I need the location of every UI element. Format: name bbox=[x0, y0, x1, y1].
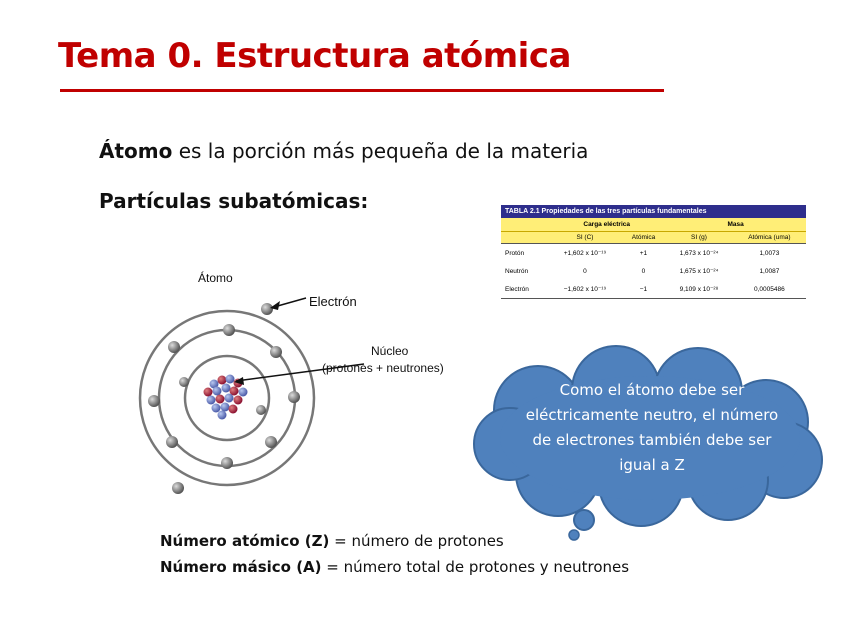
neutron bbox=[225, 394, 234, 403]
electron bbox=[223, 324, 235, 336]
neutron bbox=[212, 404, 221, 413]
electron bbox=[148, 395, 160, 407]
atom-label: Átomo bbox=[198, 271, 233, 285]
subatomic-heading: Partículas subatómicas: bbox=[99, 189, 369, 213]
particle-properties-table bbox=[501, 205, 806, 299]
table-row bbox=[501, 280, 806, 299]
slide-title: Tema 0. Estructura atómica bbox=[58, 36, 571, 76]
table-row bbox=[501, 262, 806, 280]
neutron bbox=[218, 411, 227, 420]
electron bbox=[166, 436, 178, 448]
table-cell-name: Protón bbox=[505, 249, 525, 257]
table-cell: −1 bbox=[622, 280, 665, 299]
callout-text bbox=[484, 378, 820, 478]
table-header-mass: Masa bbox=[665, 218, 806, 232]
electron bbox=[265, 436, 277, 448]
table-cell: +1 bbox=[639, 249, 648, 257]
table-cell-name: Neutrón bbox=[505, 267, 529, 275]
atomic-number-text: = número de protones bbox=[329, 532, 504, 550]
electron bbox=[261, 303, 273, 315]
table-cell: 9,109 x 10⁻²⁸ bbox=[665, 280, 733, 299]
callout-line: igual a Z bbox=[619, 456, 685, 474]
neutron bbox=[213, 387, 222, 396]
atomic-number-definition bbox=[160, 532, 504, 550]
table-subheader: SI (g) bbox=[665, 232, 733, 244]
proton bbox=[229, 405, 238, 414]
table-cell: 0,0005486 bbox=[733, 280, 806, 299]
table-cell: −1,602 x 10⁻¹⁹ bbox=[548, 280, 622, 299]
electron bbox=[221, 457, 233, 469]
thought-bubble-large bbox=[574, 510, 594, 530]
neutron bbox=[207, 396, 216, 405]
atom-definition-text: es la porción más pequeña de la materia bbox=[172, 139, 589, 163]
title-underline bbox=[60, 89, 664, 92]
table-subheader-empty bbox=[501, 232, 548, 244]
proton bbox=[204, 388, 213, 397]
callout-line: de electrones también debe ser bbox=[532, 431, 772, 449]
table-subheader: Atómica (uma) bbox=[733, 232, 806, 244]
electron bbox=[179, 377, 189, 387]
neutron bbox=[221, 403, 230, 412]
table-subheader: Atómica bbox=[622, 232, 665, 244]
electron bbox=[172, 482, 184, 494]
mass-number-text: = número total de protones y neutrones bbox=[321, 558, 630, 576]
proton bbox=[234, 396, 243, 405]
table-cell: 1,0087 bbox=[759, 267, 780, 275]
table-cell: 0 bbox=[641, 267, 646, 275]
table-cell: 1,673 x 10⁻²⁴ bbox=[679, 250, 719, 257]
table-cell-name: Electrón bbox=[501, 280, 548, 299]
electron-label: Electrón bbox=[309, 294, 357, 309]
table-cell: 1,675 x 10⁻²⁴ bbox=[679, 268, 719, 275]
table-caption: TABLA 2.1 Propiedades de las tres partículas fundamentales bbox=[501, 205, 806, 218]
atom-definition bbox=[99, 139, 588, 163]
atom-term: Átomo bbox=[99, 139, 173, 163]
electron bbox=[256, 405, 266, 415]
electron bbox=[288, 391, 300, 403]
mass-number-term: Número másico (A) bbox=[160, 558, 322, 576]
neutron bbox=[226, 375, 235, 384]
proton bbox=[218, 376, 227, 385]
neutron bbox=[239, 388, 248, 397]
callout-line: eléctricamente neutro, el número bbox=[525, 406, 779, 424]
electron bbox=[270, 346, 282, 358]
atomic-number-term: Número atómico (Z) bbox=[160, 532, 330, 550]
thought-bubble-small bbox=[569, 530, 579, 540]
atom-diagram bbox=[120, 260, 480, 500]
table-subheader: SI (C) bbox=[548, 232, 622, 244]
table-header-charge: Carga eléctrica bbox=[548, 218, 665, 232]
electron bbox=[168, 341, 180, 353]
proton bbox=[216, 395, 225, 404]
table-cell: 0 bbox=[583, 267, 587, 275]
mass-number-definition bbox=[160, 558, 629, 576]
table-header-empty bbox=[501, 218, 548, 232]
callout-line: Como el átomo debe ser bbox=[559, 381, 745, 399]
neutron bbox=[222, 384, 231, 393]
table-cell: 1,0073 bbox=[759, 249, 780, 257]
table-row bbox=[501, 244, 806, 263]
table-cell: +1,602 x 10⁻¹⁹ bbox=[563, 250, 607, 257]
nucleus-sublabel: (protones + neutrones) bbox=[322, 361, 444, 375]
nucleus-label: Núcleo bbox=[371, 344, 409, 358]
